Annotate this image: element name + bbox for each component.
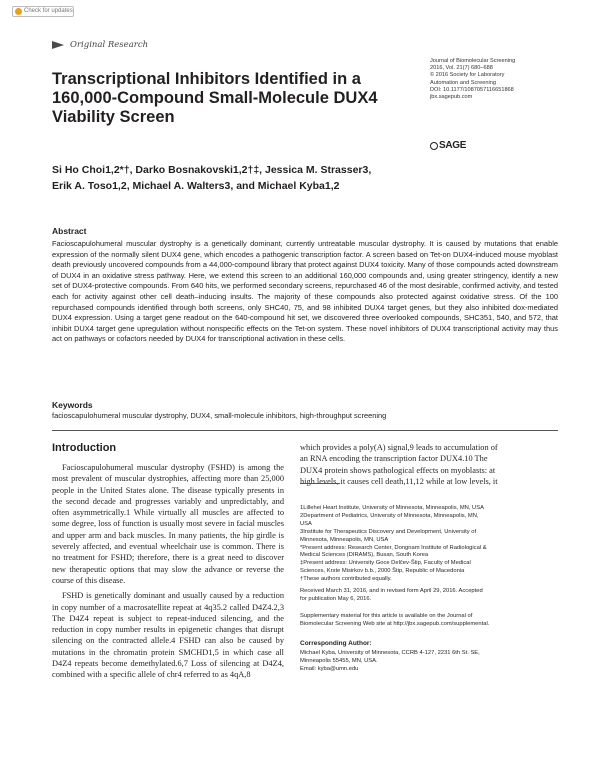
intro-right-line: DUX4 protein shows pathological effects on myoblasts: at <box>300 465 496 475</box>
corresponding-line: Minneapolis 55455, MN, USA. <box>300 657 378 664</box>
journal-doi: DOI: 10.1177/1087057116651868 <box>430 86 514 93</box>
affiliations <box>300 505 558 584</box>
received-line: Received March 31, 2016, and in revised form April 29, 2016. Accepted <box>300 588 483 594</box>
check-updates-label: Check for updates <box>24 8 73 14</box>
affiliation-line: USA <box>300 520 312 527</box>
footnote-divider <box>300 483 340 484</box>
supplementary-line[interactable]: Biomolecular Screening Web site at http://jbx.sagepub.com/supplemental. <box>300 620 490 627</box>
title-line: Viability Screen <box>52 108 175 126</box>
section-label <box>52 40 148 50</box>
affiliation-line: 2Department of Pediatrics, University of Minnesota, Minneapolis, MN, <box>300 512 479 519</box>
supplementary-line: Supplementary material for this article is available on the Journal of <box>300 613 473 619</box>
intro-right-line: which provides a poly(A) signal,9 leads to accumulation of <box>300 443 498 452</box>
affiliation-line: Medical Sciences (DIRAMS), Busan, South Korea <box>300 552 429 559</box>
introduction-heading: Introduction <box>52 442 117 454</box>
journal-copyright: © 2016 Society for Laboratory <box>430 72 505 79</box>
intro-paragraph: Facioscapulohumeral muscular dystrophy (FSHD) is among the most prevalent of muscular dystrophies, affecting more than 25,000 people in the United States alone. The disease typically presents in the second decade and progresses variably and unpredictably, and often asymmetrically.1 While virtually all muscles are affected to some degree, loss of function is usually most severe in facial muscles and upper arm and back muscles. In many patients, the hip girdle is severely affected, and eventual wheelchair use is common. There is no treatment for FSHD; therefore, there is a great need to discover new therapeutic options that may slow the advance or reverse the course of this disease. <box>52 463 284 585</box>
corresponding-author <box>300 650 558 674</box>
corresponding-email[interactable]: Email: kyba@umn.edu <box>300 665 359 672</box>
check-updates-icon <box>15 8 22 15</box>
journal-copyright-2: Automation and Screening <box>430 79 496 86</box>
affiliation-line: Minnesota, Minneapolis, MN, USA <box>300 536 389 543</box>
journal-info <box>430 58 560 101</box>
sage-logo-icon <box>430 142 438 150</box>
article-title <box>52 70 407 127</box>
keywords-heading: Keywords <box>52 400 93 410</box>
received-dates <box>300 588 558 604</box>
introduction-body <box>52 462 284 681</box>
intro-right-line: an RNA encoding the transcription factor DUX4.10 The <box>300 454 488 464</box>
sage-logo <box>430 140 466 151</box>
intro-paragraph: FSHD is genetically dominant and usually caused by a reduction in copy number of a macrosatellite repeat at 4q35.2 called D4Z4.2,3 The D4Z4 repeat is subject to repeat-induced silencing, and the reduction in copy number results in epigenetic changes that disrupt silencing on the contracted allele.4 FSHD can also be caused by mutations in the chromatin protein SMCHD1,5 in which case all D4Z4 repeats become demethylated.6,7 Loss of silencing at D4Z4, combined with a specific allele of chr4 referred to as 4qA,8 <box>52 591 284 680</box>
keywords-text: facioscapulohumeral muscular dystrophy, DUX4, small-molecule inhibitors, high-throughput screening <box>52 411 387 420</box>
affiliation-line: 1Lillehei Heart Institute, University of Minnesota, Minneapolis, MN, USA <box>300 505 484 511</box>
received-line: for publication May 6, 2016. <box>300 595 372 602</box>
supplementary-note <box>300 613 558 629</box>
introduction-continued <box>300 442 558 487</box>
affiliation-line: 3Institute for Therapeutics Discovery and Development, University of <box>300 528 477 535</box>
journal-url[interactable]: jbx.sagepub.com <box>430 94 473 101</box>
section-label-text: Original Research <box>70 40 149 50</box>
abstract-text: Facioscapulohumeral muscular dystrophy is a genetically dominant, currently untreatable muscular dystrophy. It is caused by mutations that enable expression of the normally silent DUX4 gene, which encodes a pathogenic transcription factor. A screen based on Tet-on DUX4-induced mouse myoblast death previously uncovered compounds from a 44,000-compound library that protect against DUX4 toxicity. Many of those compounds acted downstream of DUX4 in an oxidative stress pathway. Here, we extend this screen to an additional 160,000 compounds and, using greater stringency, identify a new set of DUX4-protective compounds. From 640 hits, we performed secondary screens, repurchased 46 of the most desirable, confirmed activity, and tested each for activity against other cell death–inducing insults. The majority of these compounds also protected against oxidative stress. Of the 100 repurchased compounds identified through both screens, only SHC40, 75, and 98 inhibited DUX4 target genes, but they also inhibited dox-mediated DUX4 expression. Using a target gene readout on the 640-compound hit set, we discovered three overlooked compounds, SHC351, 540, and 572, that inhibit DUX4 target gene upregulation without nonspecific effects on the Tet-on system. These novel inhibitors of DUX4 transcriptional activity may thus act on pathways or cofactors needed by DUX4 for transcriptional activation in these cells. <box>52 239 558 344</box>
journal-volume: 2016, Vol. 21(7) 680–688 <box>430 65 493 72</box>
section-divider <box>52 430 558 431</box>
intro-right-line: high levels, it causes cell death,11,12 while at low levels, it <box>300 476 498 486</box>
author-list <box>52 162 552 194</box>
author-line: Si Ho Choi1,2*†, Darko Bosnakovski1,2†‡, Jessica M. Strasser3, <box>52 164 372 176</box>
journal-name: Journal of Biomolecular Screening <box>430 58 516 64</box>
abstract-heading: Abstract <box>52 226 87 236</box>
check-for-updates-badge[interactable] <box>12 6 74 17</box>
section-arrow-icon <box>52 41 64 49</box>
affiliation-line: †These authors contributed equally. <box>300 576 392 583</box>
title-line: 160,000-Compound Small-Molecule DUX4 <box>52 89 378 107</box>
affiliation-line: ‡Present address: University Goce Delčev-Štip, Faculty of Medical <box>300 560 471 567</box>
corresponding-line: Michael Kyba, University of Minnesota, CCRB 4-127, 2231 6th St. SE, <box>300 650 480 656</box>
corresponding-author-heading: Corresponding Author: <box>300 640 372 647</box>
author-line: Erik A. Toso1,2, Michael A. Walters3, and Michael Kyba1,2 <box>52 180 340 192</box>
affiliation-line: *Present address: Research Center, Dongnam Institute of Radiological & <box>300 544 487 551</box>
affiliation-line: Sciences, Krste Misirkov b.b., 2000 Štip, Republic of Macedonia <box>300 568 465 575</box>
title-line: Transcriptional Inhibitors Identified in a <box>52 70 361 88</box>
sage-logo-text: SAGE <box>439 140 467 151</box>
